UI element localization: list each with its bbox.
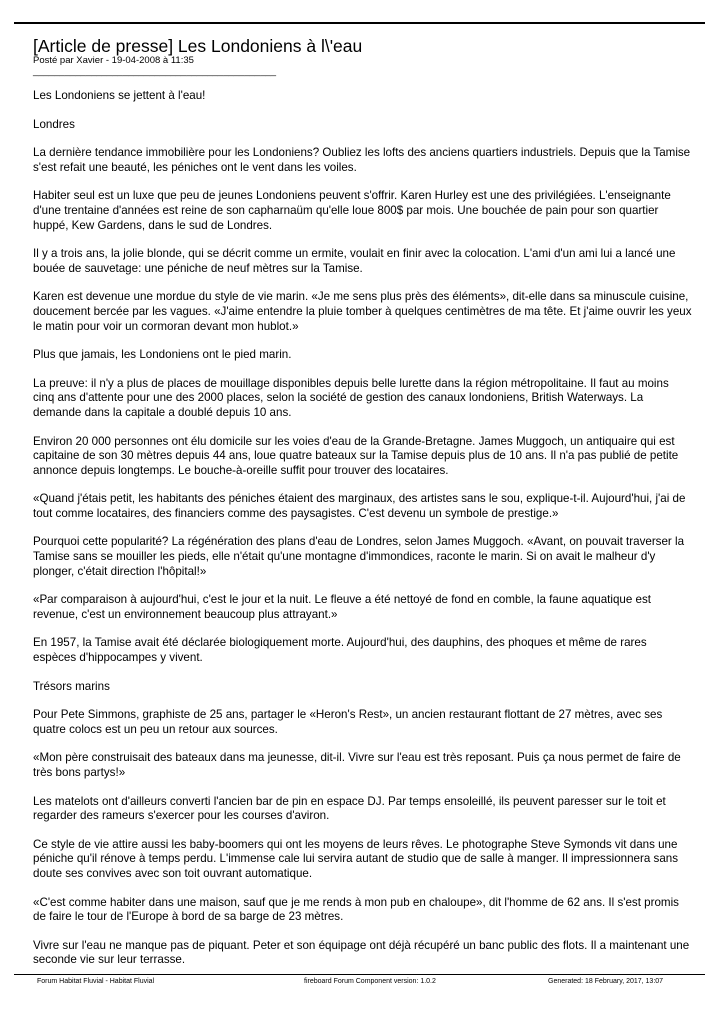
paragraph: La preuve: il n'y a plus de places de mouillage disponibles depuis belle lurette dans la région métropolitaine. Il faut au moins cinq ans d'attente pour une des 2000 places, selon la société de gestion des canaux londoniens, British Waterways. La demande dans la capitale a doublé depuis 10 ans. [33,376,669,419]
footer-generated-date: Generated: 18 February, 2017, 13:07 [548,978,664,985]
footer-divider [14,974,705,975]
footer-component-version: fireboard Forum Component version: 1.0.2 [304,978,436,985]
paragraph: La dernière tendance immobilière pour les Londoniens? Oubliez les lofts des anciens quartiers industriels. Depuis que la Tamise s'est refait une beauté, les péniches ont le vent dans les voiles. [33,146,691,174]
paragraph: Londres [33,117,75,131]
paragraph: Pour Pete Simmons, graphiste de 25 ans, partager le «Heron's Rest», un ancien restaurant flottant de 27 mètres, avec ses quatre colocs est un peu un retour aux sources. [33,708,663,736]
paragraph: Karen est devenue une mordue du style de vie marin. «Je me sens plus près des éléments», dit-elle dans sa minuscule cuisine, doucement bercée par les vagues. «J'aime entendre la pluie tomber à quelques centimètres de ma tête. Et j'aime ouvrir les yeux le matin pour voir un cormoran devant mon hublot.» [33,290,692,333]
paragraph: «C'est comme habiter dans une maison, sauf que je me rends à mon pub en chaloupe», dit l'homme de 62 ans. Il s'est promis de faire le tour de l'Europe à bord de sa barge de 23 mètres. [33,895,679,924]
paragraph: «Mon père construisait des bateaux dans ma jeunesse, dit-il. Vivre sur l'eau est très reposant. Puis ça nous permet de faire de très bons partys!» [33,751,681,779]
paragraph: En 1957, la Tamise avait été déclarée biologiquement morte. Aujourd'hui, des dauphins, des phoques et même de rares espèces d'hippocampes y vivent. [33,636,647,665]
footer-site-name: Forum Habitat Fluvial - Habitat Fluvial [37,978,155,985]
paragraph: Vivre sur l'eau ne manque pas de piquant. Peter et son équipage ont déjà récupéré un banc public des flots. Il a maintenant une seconde vie sur leur terrasse. [33,938,690,967]
paragraph: Plus que jamais, les Londoniens ont le pied marin. [33,348,292,362]
paragraph: Pourquoi cette popularité? La régénération des plans d'eau de Londres, selon James Muggoch. «Avant, on pouvait traverser la Tamise sans se mouiller les pieds, elle n'était qu'une montagne d'immondices, raconte le marin. Si on avait le malheur d'y plonger, c'était direction l'hôpital!» [33,535,685,578]
paragraph: Il y a trois ans, la jolie blonde, qui se décrit comme un ermite, voulait en finir avec la colocation. L'ami d'un ami lui a lancé une bouée de sauvetage: une péniche de neuf mètres sur la Tamise. [33,247,676,275]
paragraph: Environ 20 000 personnes ont élu domicile sur les voies d'eau de la Grande-Bretagne. James Muggoch, un antiquaire qui est capitaine de son 30 mètres depuis 44 ans, loue quatre bateaux sur la Tamise depuis plus de 10 ans. Il n'a pas publié de petite annonce depuis longtemps. Le bouche-à-oreille suffit pour trouver des locataires. [33,434,679,477]
paragraph: Ce style de vie attire aussi les baby-boomers qui ont les moyens de leurs rêves. Le photographe Steve Symonds vit dans une péniche qu'il rénove à temps perdu. L'immense cale lui servira autant de studio que de salle à manger. Il impressionnera sans doute ses convives avec son toit ouvrant automatique. [33,837,679,880]
paragraph: Habiter seul est un luxe que peu de jeunes Londoniens peuvent s'offrir. Karen Hurley est une des privilégiées. L'enseignante d'une trentaine d'années est reine de son capharnaüm qu'elle loue 800$ par mois. Une bouchée de pain pour son quartier huppé, Kew Gardens, dans le sud de Londres. [33,189,671,232]
post-meta: Posté par Xavier - 19-04-2008 à 11:35 [33,55,194,66]
paragraph: «Par comparaison à aujourd'hui, c'est le jour et la nuit. Le fleuve a été nettoyé de fond en comble, la faune aquatique est revenue, c'est un environnement beaucoup plus attrayant.» [33,593,652,621]
article-title: [Article de presse] Les Londoniens à l\'eau [33,36,363,56]
paragraph: Les matelots ont d'ailleurs converti l'ancien bar de pin en espace DJ. Par temps ensoleillé, ils peuvent paresser sur le toit et regarder des rameurs s'exercer pour les courses d'aviron. [33,794,666,823]
title-separator: ______________________________________________ [33,66,277,77]
paragraph: «Quand j'étais petit, les habitants des péniches étaient des marginaux, des artistes sans le sou, explique-t-il. Aujourd'hui, j'ai de tout comme locataires, des financiers comme des paysagistes. C'est devenu un symbole de prestige.» [33,492,686,520]
top-divider [14,22,705,24]
article-body [33,89,693,982]
paragraph: Les Londoniens se jettent à l'eau! [33,89,206,102]
paragraph: Trésors marins [33,679,110,693]
